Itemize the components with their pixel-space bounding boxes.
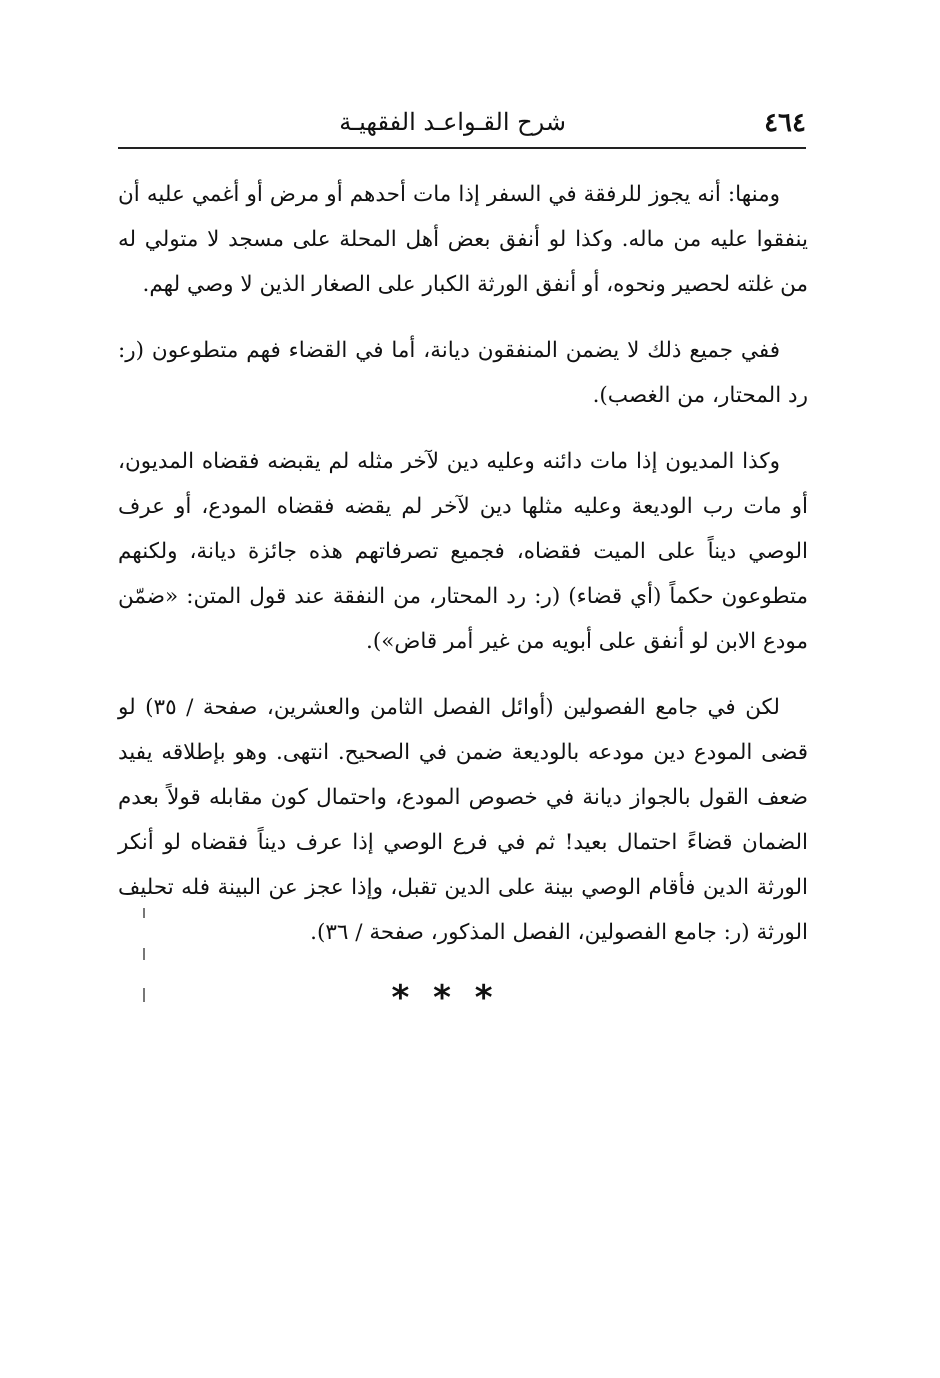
paragraph-3: وكذا المديون إذا مات دائنه وعليه دين لآخر مثله لم يقبضه فقضاه المديون، أو مات رب الوديعة وعليه مثلها دين لآخر لم يقضه فقضاه المودع، أو عرف الوصي ديناً على الميت فقضاه، فجميع تصرفاتهم هذه جائزة ديانة، ولكنهم متطوعون حكماً (أي قضاء) (ر: رد المحتار، من النفقة عند قول المتن: «ضمّن مودع الابن لو أنفق على أبويه من غير أمر قاض»). xyxy=(118,449,808,654)
page-number: ٤٦٤ xyxy=(764,108,806,138)
page-header xyxy=(118,100,806,146)
body-text xyxy=(118,172,808,955)
margin-mark xyxy=(143,948,145,960)
running-title: شرح القـواعـد الفقهيـة xyxy=(339,108,566,136)
paragraph-4: لكن في جامع الفصولين (أوائل الفصل الثامن والعشرين، صفحة / ٣٥) لو قضى المودع دين مودعه بالوديعة ضمن في الصحيح. انتهى. وهو بإطلاقه يفيد ضعف القول بالجواز ديانة في خصوص المودع، واحتمال كون مقابله قولاً بعدم الضمان قضاءً احتمال بعيد! ثم في فرع الوصي إذا عرف ديناً فقضاه لو أنكر الورثة الدين فأقام الوصي بينة على الدين تقبل، وإذا عجز عن البينة فله تحليف الورثة (ر: جامع الفصولين، الفصل المذكور، صفحة / ٣٦). xyxy=(118,695,808,945)
paragraph-2: ففي جميع ذلك لا يضمن المنفقون ديانة، أما في القضاء فهم متطوعون (ر: رد المحتار، من الغصب). xyxy=(118,338,808,408)
header-divider xyxy=(118,147,806,149)
section-separator: * * * xyxy=(391,978,499,1018)
margin-mark xyxy=(143,988,145,1002)
margin-mark xyxy=(143,908,145,918)
paragraph-1: ومنها: أنه يجوز للرفقة في السفر إذا مات أحدهم أو مرض أو أغمي عليه أن ينفقوا عليه من ماله. وكذا لو أنفق بعض أهل المحلة على مسجد لا متولي له من غلته لحصير ونحوه، أو أنفق الورثة الكبار على الصغار الذين لا وصي لهم. xyxy=(118,182,808,297)
